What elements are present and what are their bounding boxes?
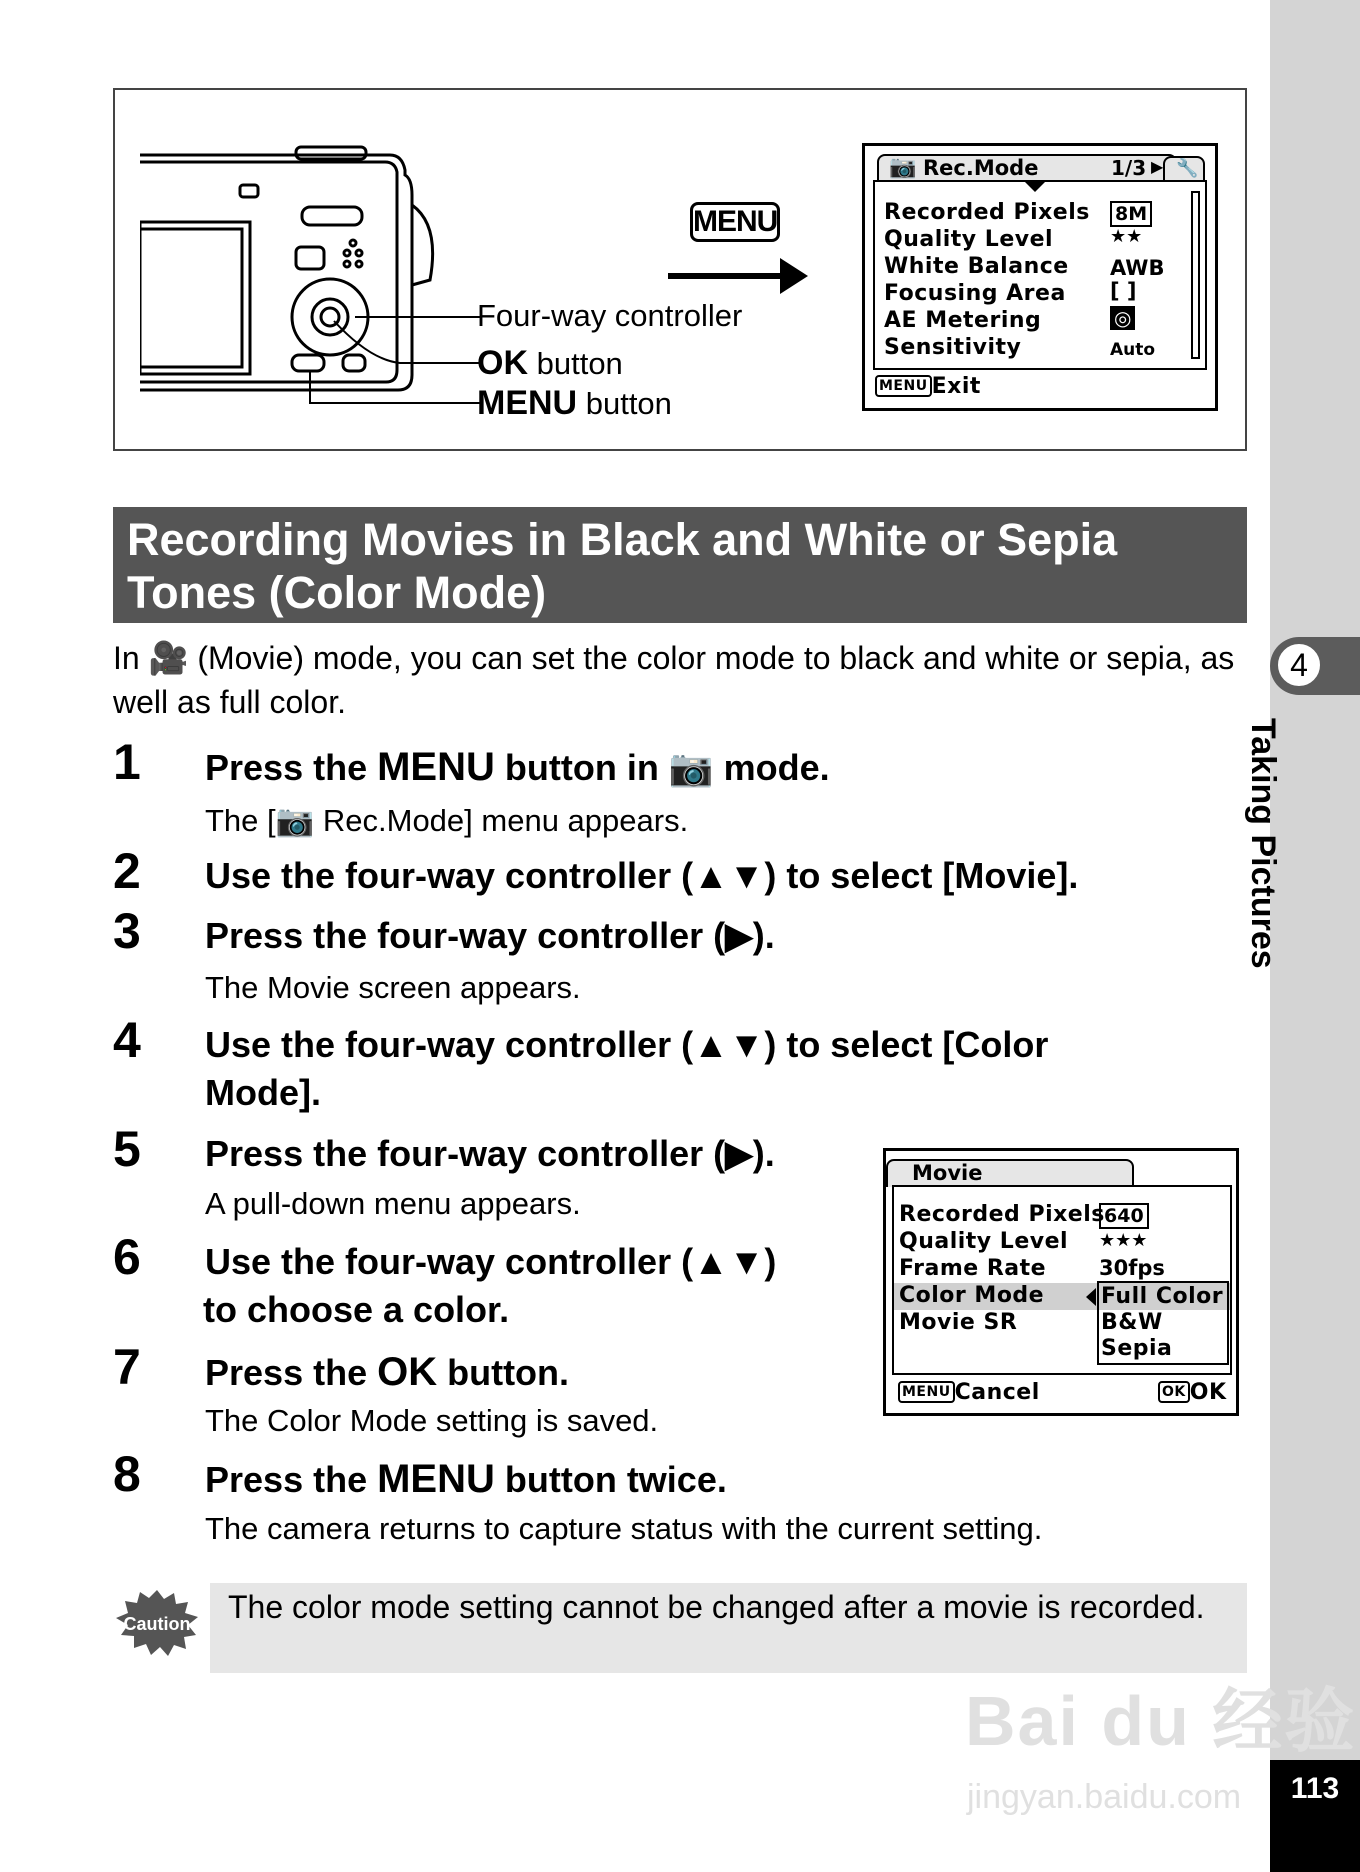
rec-mode-screen (862, 143, 1218, 411)
step-note: The Movie screen appears. (205, 970, 581, 1005)
step-number: 5 (113, 1121, 141, 1177)
arrow-right-icon: ▶ (1151, 157, 1164, 176)
rec-row-label: AE Metering (884, 308, 1042, 333)
arrow-right-icon (780, 258, 808, 294)
caution-badge-icon (116, 1590, 198, 1656)
triangle-left-icon (1086, 1288, 1096, 1306)
movie-row-label: Movie SR (899, 1310, 1018, 1335)
movie-row-value: 640 (1099, 1203, 1149, 1227)
menu-key-icon: MENU (690, 202, 780, 242)
step-number: 3 (113, 903, 141, 959)
rec-row-value: ★★ (1110, 226, 1143, 247)
menu-button-label: MENU button (477, 384, 672, 422)
caution-badge-label: Caution (123, 1614, 191, 1634)
step-note: The camera returns to capture status with the current setting. (205, 1511, 1043, 1546)
page-number: 113 (1290, 1772, 1340, 1805)
rec-exit-hint: MENU Exit (875, 374, 981, 399)
step-note: The [📷 Rec.Mode] menu appears. (205, 803, 689, 838)
rec-row-label: Focusing Area (884, 281, 1066, 306)
step-number: 4 (113, 1012, 141, 1068)
camera-icon: 📷 (668, 747, 714, 788)
rec-row-label: Recorded Pixels (884, 200, 1090, 225)
step-note: The Color Mode setting is saved. (205, 1403, 659, 1438)
section-title: Recording Movies in Black and White or Sepia Tones (Color Mode) (113, 507, 1247, 623)
camera-icon: 📷 (275, 803, 315, 838)
rec-row-value: ◎ (1110, 306, 1135, 330)
arrow-line (668, 273, 786, 279)
intro-paragraph: In 🎥 (Movie) mode, you can set the color mode to black and white or sepia, as well as full color. (113, 640, 1235, 720)
step-title: Mode]. (205, 1072, 321, 1113)
rec-row-value: [ ] (1110, 279, 1137, 303)
rec-mode-tab-label: Rec.Mode (923, 156, 1039, 180)
rec-mode-tab (877, 154, 1177, 182)
step-title: Press the MENU button twice. (205, 1457, 727, 1501)
step-note: A pull-down menu appears. (205, 1186, 581, 1221)
movie-row-value: 30fps (1099, 1256, 1165, 1280)
step-title: Press the four-way controller (▶). (205, 915, 775, 956)
four-way-controller-label: Four-way controller (477, 298, 743, 333)
movie-tab (886, 1159, 1134, 1187)
step-title: Press the four-way controller (▶). (205, 1133, 775, 1174)
setup-tab (1163, 156, 1205, 182)
step-title: Use the four-way controller (▲▼) to select [Color (205, 1024, 1049, 1065)
scrollbar (1191, 191, 1200, 359)
step-title: Use the four-way controller (▲▼) (205, 1241, 777, 1282)
movie-row-value: ★★★ (1099, 1230, 1148, 1251)
rec-row-value: Auto (1110, 340, 1156, 360)
ok-hint: OK OK (1158, 1380, 1227, 1405)
watermark-url: jingyan.baidu.com (967, 1778, 1242, 1816)
rec-row-value: AWB (1110, 256, 1165, 280)
dropdown-option[interactable]: Full Color (1101, 1284, 1224, 1309)
step-number: 8 (113, 1446, 141, 1502)
camera-back-illustration (140, 145, 480, 410)
triangle-down-icon (1025, 182, 1045, 192)
step-number: 6 (113, 1229, 141, 1285)
movie-row-label: Color Mode (899, 1283, 1045, 1308)
watermark: Bai du 经验 (965, 1682, 1357, 1760)
dropdown-option[interactable]: B&W (1101, 1310, 1163, 1335)
ok-button-label: OK button (477, 344, 623, 382)
color-dropdown[interactable] (1097, 1281, 1229, 1365)
step-title: Press the MENU button in 📷 mode. (205, 745, 830, 789)
movie-row-label: Frame Rate (899, 1256, 1047, 1281)
step-title: Press the OK button. (205, 1350, 570, 1394)
step-number: 2 (113, 843, 141, 899)
step-title: Use the four-way controller (▲▼) to select [Movie]. (205, 855, 1079, 896)
dropdown-option[interactable]: Sepia (1101, 1336, 1173, 1361)
movie-camera-icon: 🎥 (148, 640, 189, 676)
chapter-title: Taking Pictures (1244, 718, 1282, 969)
rec-row-label: Sensitivity (884, 335, 1022, 360)
rec-row-label: Quality Level (884, 227, 1054, 252)
caution-text: The color mode setting cannot be changed after a movie is recorded. (228, 1589, 1205, 1625)
chapter-number: 4 (1276, 642, 1322, 688)
movie-row-label: Recorded Pixels (899, 1202, 1105, 1227)
step-number: 7 (113, 1339, 141, 1395)
camera-icon: 📷 (889, 155, 917, 180)
rec-row-label: White Balance (884, 254, 1069, 279)
movie-row-label: Quality Level (899, 1229, 1069, 1254)
step-title: to choose a color. (203, 1289, 510, 1330)
wrench-icon: 🔧 (1176, 158, 1199, 179)
rec-mode-page: 1/3 (1111, 156, 1147, 180)
cancel-hint: MENU Cancel (898, 1380, 1040, 1405)
movie-tab-label: Movie (912, 1161, 983, 1185)
movie-screen (883, 1148, 1239, 1416)
step-number: 1 (113, 734, 141, 790)
rec-row-value: 8M (1110, 201, 1152, 225)
